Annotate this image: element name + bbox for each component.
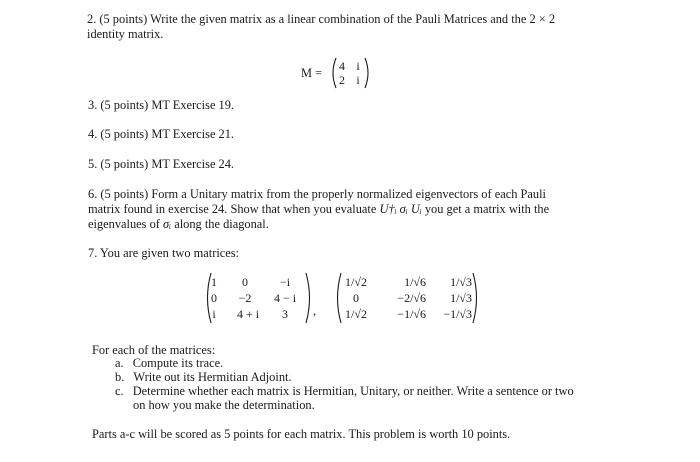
problem-6-sigma: σᵢ [163, 217, 172, 231]
problem-6-line-3 [88, 217, 269, 232]
matrix-cell: 2 [339, 73, 345, 87]
matrix-cell: −2 [238, 291, 252, 305]
problem-6-line-2-after: you get a matrix with the [424, 202, 550, 216]
matrix-cell: 4 [339, 59, 345, 73]
right-paren [472, 272, 480, 324]
list-item [115, 356, 223, 371]
list-item [115, 370, 292, 385]
matrix-cell: 1 [211, 275, 217, 289]
problem-2-line-2: identity matrix. [87, 27, 164, 41]
matrix-cell: 1/√3 [450, 275, 472, 289]
list-item-text: Determine whether each matrix is Hermitian, Unitary, or neither. Write a sentence or two [132, 384, 574, 398]
right-paren [305, 272, 313, 324]
matrix-cell: 0 [211, 291, 217, 305]
for-each-text: For each of the matrices: [92, 343, 216, 357]
matrix-cell: 0 [353, 291, 359, 305]
list-item-text: Compute its trace. [132, 356, 224, 370]
scoring-note: Parts a-c will be scored as 5 points for each matrix. This problem is worth 10 points. [92, 427, 511, 441]
matrix-cell: −1/√3 [443, 307, 472, 321]
matrix-cell: −i [279, 275, 291, 289]
list-marker: c. [115, 384, 124, 398]
matrix-cell: 1/√3 [450, 291, 472, 305]
list-item-c-continuation: on how you make the determination. [133, 398, 315, 412]
problem-6-line-2 [88, 202, 549, 217]
problem-7-intro: 7. You are given two matrices: [88, 246, 240, 260]
matrix-cell: 1/√2 [345, 307, 367, 321]
matrix-m-label: M = [301, 66, 323, 80]
list-item-text: Write out its Hermitian Adjoint. [133, 370, 292, 384]
problem-4: 4. (5 points) MT Exercise 21. [88, 127, 235, 141]
matrix-cell: 0 [242, 275, 248, 289]
matrix-cell: i [356, 59, 360, 73]
matrix-cell: 4 + i [236, 307, 260, 321]
problem-6-line-2-before: matrix found in exercise 24. Show that when you evaluate [88, 202, 377, 216]
list-item [115, 384, 574, 399]
matrix-cell: 4 − i [273, 291, 297, 305]
matrix-cell: i [212, 307, 216, 321]
matrix-separator: , [313, 304, 317, 318]
problem-6-line-1: 6. (5 points) Form a Unitary matrix from the properly normalized eigenvectors of each Pauli [88, 187, 546, 201]
matrix-b [334, 272, 482, 326]
matrix-cell: 1/√2 [345, 275, 367, 289]
matrix-cell: −1/√6 [397, 307, 426, 321]
problem-6-math-expression: U†ᵢ σᵢ Uᵢ [379, 202, 422, 216]
matrix-a [204, 272, 318, 326]
problem-3: 3. (5 points) MT Exercise 19. [88, 98, 235, 112]
matrix-cell: 1/√6 [404, 275, 426, 289]
list-marker: b. [115, 370, 125, 384]
matrix-m [330, 57, 374, 91]
matrix-cell: i [356, 73, 360, 87]
right-paren [364, 57, 371, 89]
matrix-cell: −2/√6 [397, 291, 426, 305]
matrix-cell: 3 [282, 307, 288, 321]
problem-6-line-3-after: along the diagonal. [174, 217, 269, 231]
problem-5: 5. (5 points) MT Exercise 24. [88, 157, 235, 171]
list-marker: a. [115, 356, 124, 370]
problem-2-line-1: 2. (5 points) Write the given matrix as a linear combination of the Pauli Matrices and the 2 × 2 [87, 12, 556, 26]
problem-6-line-3-before: eigenvalues of [88, 217, 160, 231]
